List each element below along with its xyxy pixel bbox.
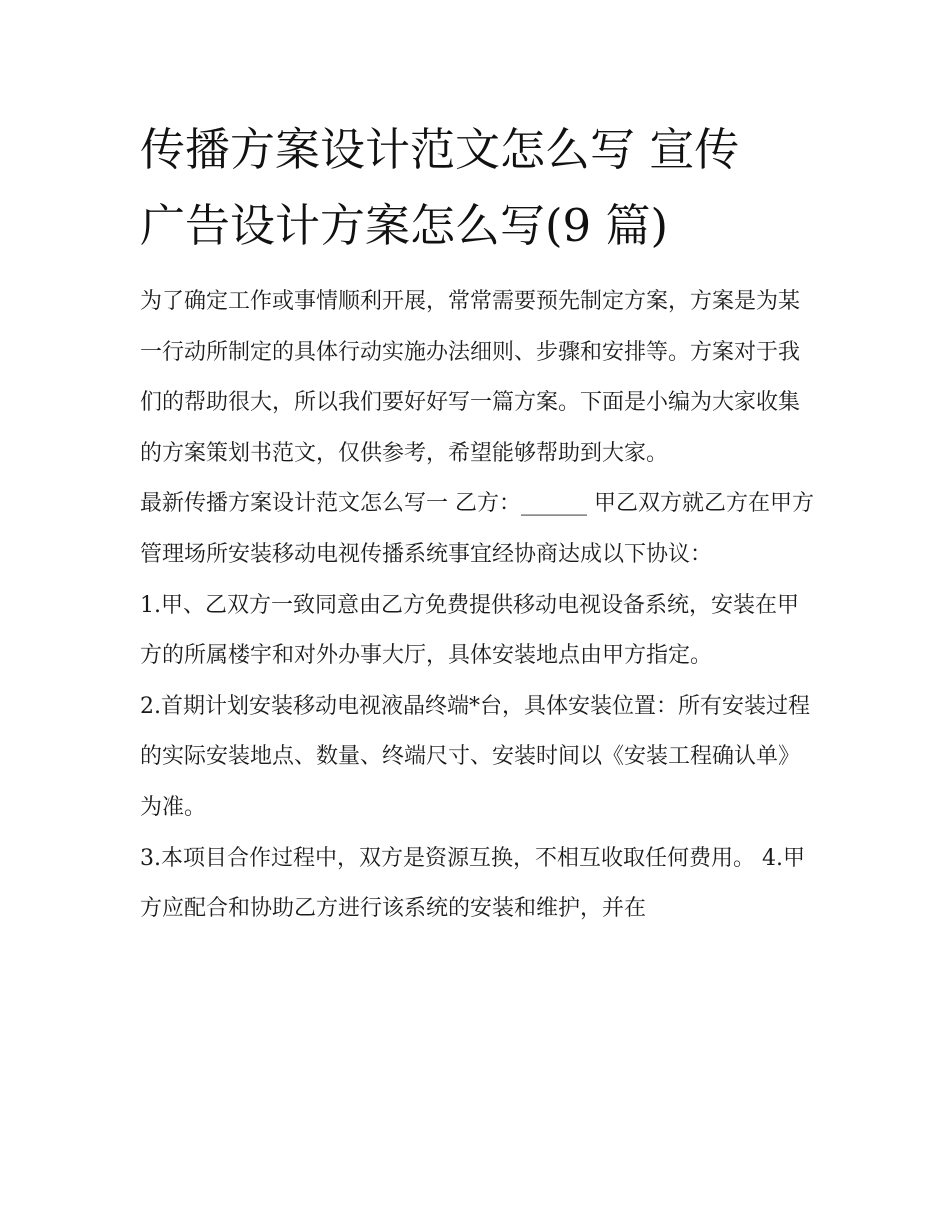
clause-3-paragraph: 3.本项目合作过程中，双方是资源互换，不相互收取任何费用。 4.甲方应配合和协助乙方进行该系统的安装和维护，并在 (140, 845, 805, 922)
clause-2-paragraph: 2.首期计划安装移动电视液晶终端*台，具体安装位置：所有安装过程的实际安装地点、数量、终端尺寸、安装时间以《安装工程确认单》为准。 (140, 693, 810, 820)
clause-1-paragraph: 1.甲、乙双方一致同意由乙方免费提供移动电视设备系统，安装在甲方的所属楼宇和对外办事大厅，具体安装地点由甲方指定。 (140, 592, 799, 669)
title-line-2: 广告设计方案怎么写(9 篇) (140, 199, 669, 252)
agreement-intro-paragraph: 最新传播方案设计范文怎么写一 乙方：______ 甲乙双方就乙方在甲方管理场所安装移动电视传播系统事宜经协商达成以下协议： (140, 491, 814, 567)
document-title (140, 112, 840, 264)
document-body (140, 277, 820, 935)
title-line-1: 传播方案设计范文怎么写 宣传 (140, 123, 740, 176)
intro-paragraph: 为了确定工作或事情顺利开展，常常需要预先制定方案，方案是为某一行动所制定的具体行动实施办法细则、步骤和安排等。方案对于我们的帮助很大，所以我们要好好写一篇方案。下面是小编为大家收集的方案策划书范文，仅供参考，希望能够帮助到大家。 (140, 289, 801, 466)
